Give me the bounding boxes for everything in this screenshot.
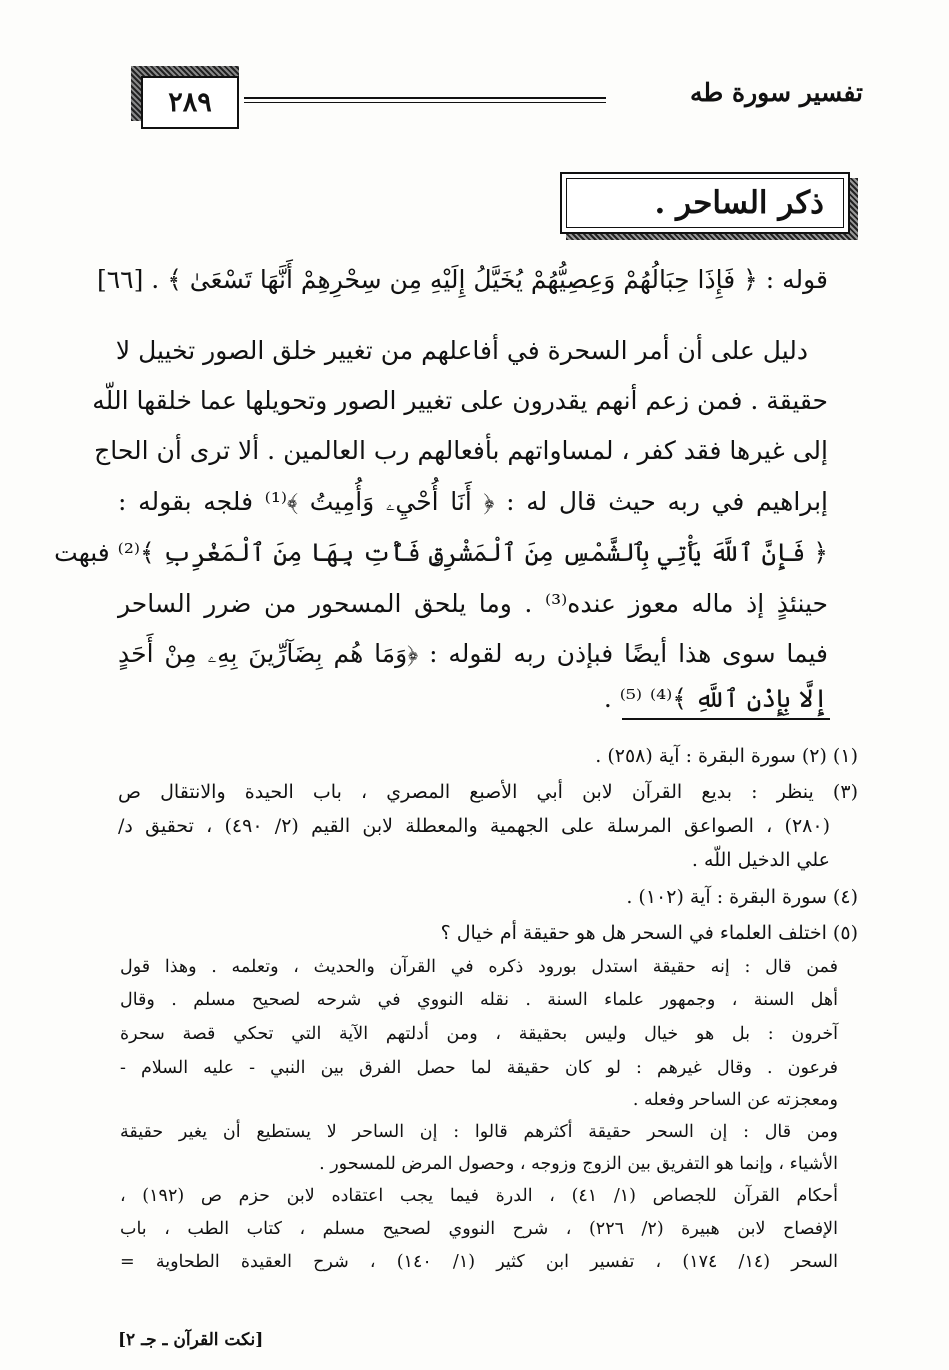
footnote: (٤) سورة البقرة : آية (١٠٢) . (626, 886, 858, 908)
running-title: تفسير سورة طه (690, 78, 863, 107)
body-line: ﴿ فَإِنَّ ٱللَّهَ يَأْتِي بِٱلشَّمْسِ مِنَ ٱلْمَشْرِقِ فَأْتِ بِهَا مِنَ ٱلْمَغْرِبِ ﴾⁽²⁾ فبهت (54, 538, 828, 567)
footnote: (٣) ينظر : بديع القرآن لابن أبي الأصبع المصري ، باب الحيدة والانتقال ص (118, 781, 858, 803)
verse-line: قوله : ﴿ فَإِذَا حِبَالُهُمْ وَعِصِيُّهُمْ يُخَيَّلُ إِلَيْهِ مِن سِحْرِهِمْ أَنَّهَا تَسْعَىٰ ﴾ . [٦٦] (96, 265, 828, 294)
footnote: (٢٨٠) ، الصواعق المرسلة على الجهمية والمعطلة لابن القيم (٢/ ٤٩٠) ، تحقيق د/ (118, 815, 830, 837)
body-line: إِلَّا بِإِذْنِ ٱللَّهِ ﴾⁽⁴⁾ ⁽⁵⁾ . (603, 684, 828, 713)
body-line: فيما سوى هذا أيضًا فبإذن ربه لقوله : ﴿وَمَا هُم بِضَآرِّينَ بِهِۦ مِنْ أَحَدٍ (118, 639, 828, 668)
footnote-detail: آخرون : بل هو خيال وليس بحقيقة ، ومن أدلتهم الآية التي تحكي قصة سحرة (120, 1024, 838, 1044)
volume-footer: [نكت القرآن ـ جـ ٢] (118, 1330, 264, 1350)
page-number: ٢٨٩ (141, 76, 239, 129)
section-title: ذكر الساحر . (560, 172, 850, 234)
body-line: إلى غيرها فقد كفر ، لمساواتهم بأفعالهم رب العالمين . ألا ترى أن الحاج (94, 436, 828, 465)
footnote-detail: الأشياء ، وإنما هو التفريق بين الزوج وزوجه ، وحصول المرض للمسحور . (319, 1154, 838, 1174)
header-rule (244, 97, 606, 103)
footnote-separator (622, 718, 830, 720)
footnote-detail: أهل السنة ، وجمهور علماء السنة . نقله النووي في شرحه لصحيح مسلم . وقال (120, 990, 838, 1010)
footnote-detail: فمن قال : إنه حقيقة استدل بورود ذكره في القرآن والحديث ، وتعلمه . وهذا قول (120, 957, 838, 977)
footnote: علي الدخيل اللّه . (691, 849, 830, 871)
body-line: حينئذٍ إذ ماله معوز عنده⁽³⁾ . وما يلحق المسحور من ضرر الساحر (118, 589, 828, 618)
footnote-detail: أحكام القرآن للجصاص (١/ ٤١) ، الدرة فيما يجب اعتقاده لابن حزم ص (١٩٢) ، (120, 1186, 838, 1206)
footnote: (١) (٢) سورة البقرة : آية (٢٥٨) . (595, 745, 858, 767)
footnote-detail: السحر (١٤/ ١٧٤) ، تفسير ابن كثير (١/ ١٤٠) ، شرح العقيدة الطحاوية = (120, 1252, 839, 1272)
body-line: دليل على أن أمر السحرة في أفاعلهم من تغيير خلق الصور تخييل لا (115, 336, 808, 365)
footnote: (٥) اختلف العلماء في السحر هل هو حقيقة أم خيال ؟ (440, 922, 858, 944)
footnote-detail: ومن قال : إن السحر حقيقة أكثرهم قالوا : إن الساحر لا يستطيع أن يغير حقيقة (120, 1122, 838, 1142)
footnote-detail: ومعجزته عن الساحر وفعله . (632, 1090, 838, 1110)
footnote-detail: الإفصاح لابن هبيرة (٢/ ٢٢٦) ، شرح النووي لصحيح مسلم ، كتاب الطب ، باب (120, 1219, 838, 1239)
footnote-detail: فرعون . وقال غيرهم : لو كان حقيقة لما حصل الفرق بين النبي - عليه السلام - (120, 1058, 838, 1078)
body-line: إبراهيم في ربه حيث قال له : ﴿ أَنَا أُحْيِۦ وَأُمِيتُ ﴾⁽¹⁾ فلجه بقوله : (118, 487, 828, 516)
body-line: حقيقة . فمن زعم أنهم يقدرون على تغيير الصور وتحويلها عما خلقها اللّه (92, 386, 828, 415)
